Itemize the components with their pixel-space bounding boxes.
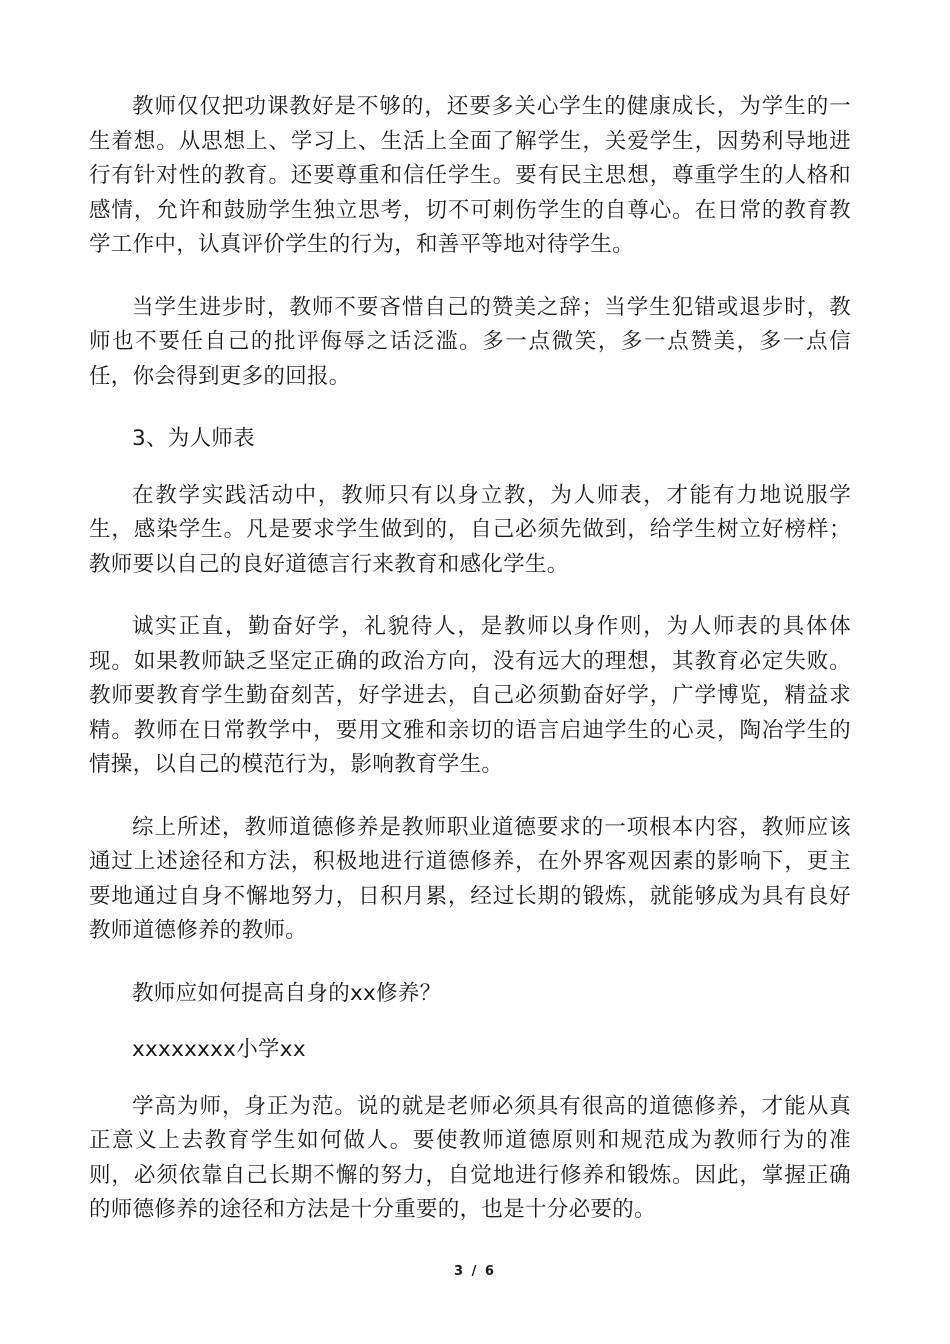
page-number: 3 / 6: [454, 1264, 496, 1279]
document-body: [89, 90, 851, 1256]
article-title: 教师应如何提高自身的xx修养？: [132, 980, 442, 1006]
paragraph-summary: 综上所述，教师道德修养是教师职业道德要求的一项根本内容，教师应该通过上述途径和方法，积极地进行道德修养，在外界客观因素的影响下，更主要地通过自身不懈地努力，日积月累，经过长期的锻炼，就能够成为具有良好教师道德修养的教师。: [89, 814, 851, 943]
section-heading-role-model: 3、为人师表: [132, 426, 255, 451]
paragraph-honesty-diligence: 诚实正直，勤奋好学，礼貌待人，是教师以身作则，为人师表的具体体现。如果教师缺乏坚定正确的政治方向，没有远大的理想，其教育必定失败。教师要教育学生勤奋刻苦，好学进去，自己必须勤奋好学，广学博览，精益求精。教师在日常教学中，要用文雅和亲切的语言启迪学生的心灵，陶冶学生的情操，以自己的模范行为，影响教育学生。: [89, 614, 851, 777]
article-author: xxxxxxxx小学xx: [132, 1037, 306, 1062]
paragraph-praise-students: 当学生进步时，教师不要吝惜自己的赞美之辞；当学生犯错或退步时，教师也不要任自己的批评侮辱之话泛滥。多一点微笑，多一点赞美，多一点信任，你会得到更多的回报。: [89, 294, 851, 389]
paragraph-care-for-students: 教师仅仅把功课教好是不够的，还要多关心学生的健康成长，为学生的一生着想。从思想上、学习上、生活上全面了解学生，关爱学生，因势利导地进行有针对性的教育。还要尊重和信任学生。要有民主思想，尊重学生的人格和感情，允许和鼓励学生独立思考，切不可刺伤学生的自尊心。在日常的教育教学工作中，认真评价学生的行为，和善平等地对待学生。: [89, 94, 851, 257]
paragraph-intro-virtue: 学高为师，身正为范。说的就是老师必须具有很高的道德修养，才能从真正意义上去教育学生如何做人。要使教师道德原则和规范成为教师行为的准则，必须依靠自己长期不懈的努力，自觉地进行修养和锻炼。因此，掌握正确的师德修养的途径和方法是十分重要的，也是十分必要的。: [89, 1093, 851, 1222]
paragraph-teach-by-example: 在教学实践活动中，教师只有以身立教，为人师表，才能有力地说服学生，感染学生。凡是要求学生做到的，自己必须先做到，给学生树立好榜样；教师要以自己的良好道德言行来教育和感化学生。: [89, 482, 851, 577]
